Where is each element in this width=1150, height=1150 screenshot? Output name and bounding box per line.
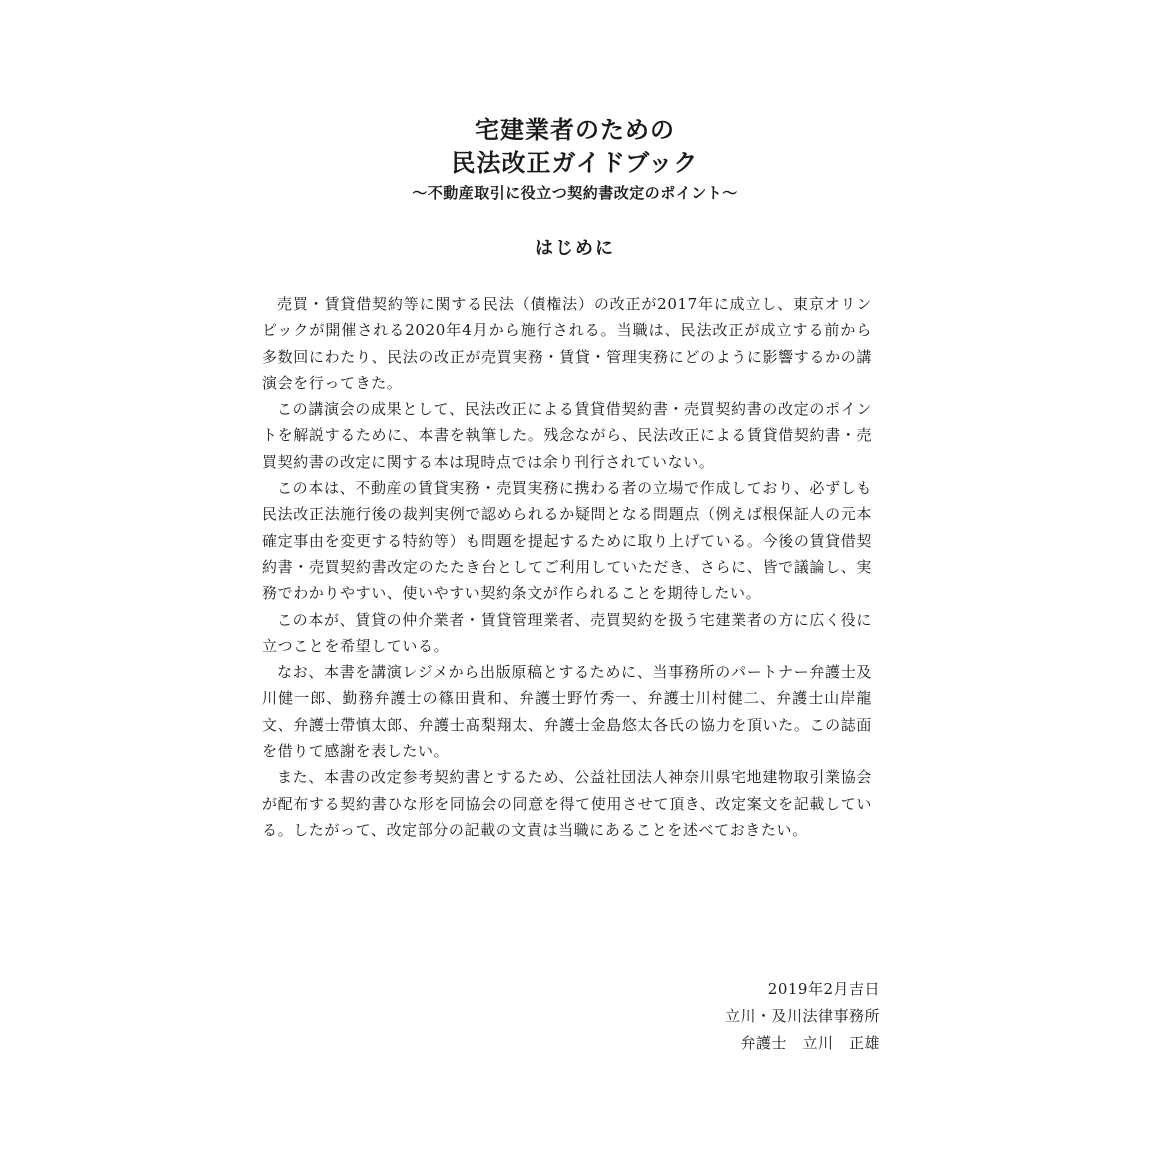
paragraph-5: なお、本書を講演レジメから出版原稿とするために、当事務所のパートナー弁護士及川健一郎、勤務弁護士の篠田貴和、弁護士野竹秀一、弁護士川村健二、弁護士山岸龍文、弁護士帶慎太郎、弁護士髙梨翔太、弁護士金島悠太各氏の協力を頂いた。この誌面を借りて感謝を表したい。 [262, 663, 872, 761]
signature-author: 弁護士 立川 正雄 [740, 1034, 880, 1052]
section-heading: はじめに [535, 238, 615, 259]
paragraph-6: また、本書の改定参考契約書とするため、公益社団法人神奈川県宅地建物取引業協会が配布する契約書ひな形を同協会の同意を得て使用させて頂き、改定案文を記載している。したがって、改定部分の記載の文責は当職にあることを述べておきたい。 [262, 768, 872, 839]
signature-date: 2019年2月吉日 [767, 980, 880, 998]
signature-block [725, 976, 880, 1057]
book-title-line2: 民法改正ガイドブック [451, 149, 699, 177]
paragraph-2: この講演会の成果として、民法改正による賃貸借契約書・売買契約書の改定のポイントを解説するために、本書を執筆した。残念ながら、民法改正による賃貸借契約書・売買契約書の改定に関する本は現時点では余り刊行されていない。 [262, 400, 872, 471]
book-title-line1: 宅建業者のための [475, 116, 675, 144]
paragraph-4: この本が、賃貸の仲介業者・賃貸管理業者、売買契約を扱う宅建業者の方に広く役に立つことを希望している。 [262, 610, 872, 655]
paragraph-1: 売買・賃貸借契約等に関する民法（債権法）の改正が2017年に成立し、東京オリンピックが開催される2020年4月から施行される。当職は、民法改正が成立する前から多数回にわたり、民法の改正が売買実務・賃貸・管理実務にどのように影響するかの講演会を行ってきた。 [262, 295, 872, 392]
body-text [262, 291, 872, 843]
title-block [0, 114, 1150, 204]
paragraph-3: この本は、不動産の賃貸実務・売買実務に携わる者の立場で作成しており、必ずしも民法改正法施行後の裁判実例で認められるか疑問となる問題点（例えば根保証人の元本確定事由を変更する特約等）も問題を提起するために取り上げている。今後の賃貸借契約書・売買契約書改定のたたき台としてご利用していただき、さらに、皆で議論し、実務でわかりやすい、使いやすい契約条文が作られることを期待したい。 [262, 479, 872, 603]
signature-firm: 立川・及川法律事務所 [724, 1007, 880, 1025]
book-subtitle: 〜不動産取引に役立つ契約書改定のポイント〜 [412, 184, 738, 202]
